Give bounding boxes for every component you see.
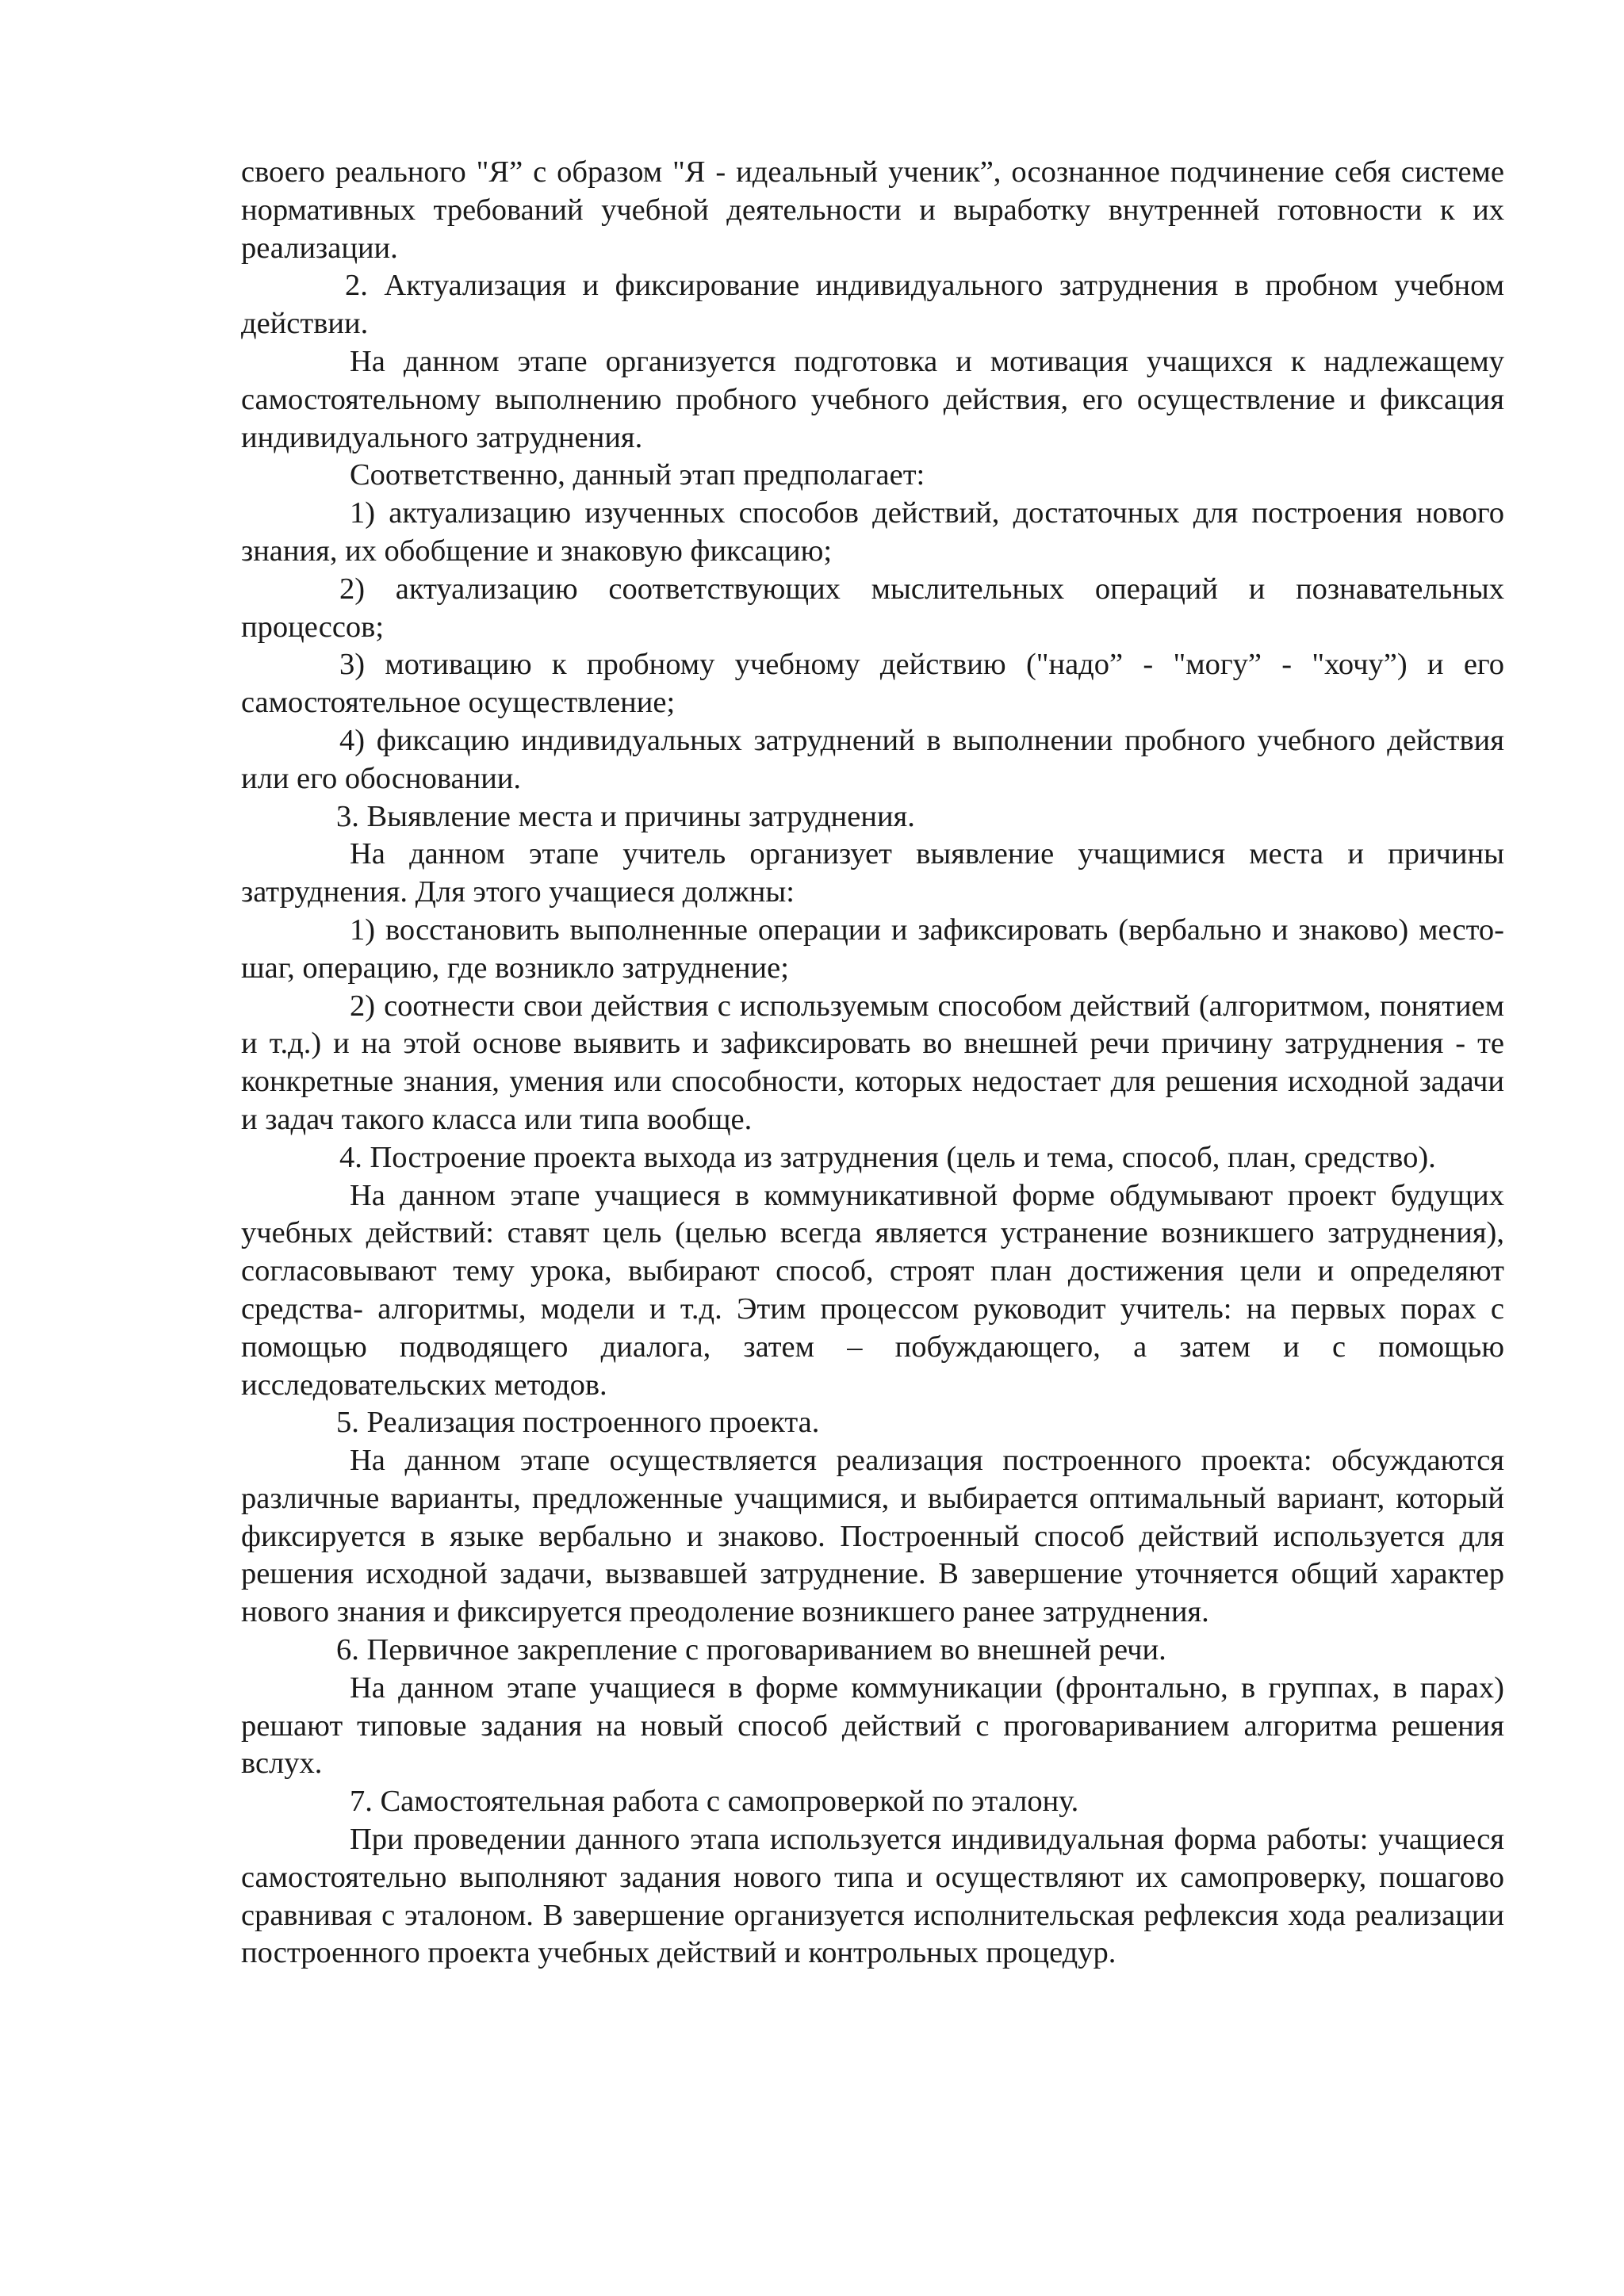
- paragraph: На данном этапе учитель организует выявление учащимися места и причины затруднения. Для этого учащиеся должны:: [241, 837, 1504, 909]
- list-item: 2) соотнести свои действия с используемым способом действий (алгоритмом, понятием и т.д.) и на этой основе выявить и зафиксировать во внешней речи причину затруднения - те конкретные знания, умения или способности, которых недостает для решения исходной задачи и задач такого класса или типа вообще.: [241, 989, 1504, 1136]
- heading-stage-5: 5. Реализация построенного проекта.: [336, 1406, 820, 1440]
- list-item: 1) восстановить выполненные операции и зафиксировать (вербально и знаково) место- шаг, операцию, где возникло затруднение;: [241, 913, 1504, 985]
- heading-stage-6: 6. Первичное закрепление с проговариванием во внешней речи.: [336, 1633, 1166, 1667]
- document-page: [241, 154, 1504, 1973]
- heading-stage-3: 3. Выявление места и причины затруднения.: [336, 799, 915, 833]
- list-item: 4) фиксацию индивидуальных затруднений в выполнении пробного учебного действия или его обосновании.: [241, 723, 1504, 795]
- heading-stage-2: 2. Актуализация и фиксирование индивидуального затруднения в пробном учебном действии.: [241, 269, 1504, 341]
- paragraph: На данном этапе организуется подготовка и мотивация учащихся к надлежащему самостоятельному выполнению пробного учебного действия, его осуществление и фиксация индивидуального затруднения.: [241, 344, 1504, 454]
- list-item: 2) актуализацию соответствующих мыслительных операций и познавательных процессов;: [241, 572, 1504, 644]
- paragraph: На данном этапе учащиеся в коммуникативной форме обдумывают проект будущих учебных действий: ставят цель (целью всегда является устранение возникшего затруднения), согласовывают тему урока, выбирают способ, строят план достижения цели и определяют средства- алгоритмы, модели и т.д. Этим процессом руководит учитель: на первых порах с помощью подводящего диалога, затем – побуждающего, а затем и с помощью исследовательских методов.: [241, 1178, 1504, 1402]
- heading-stage-7: 7. Самостоятельная работа с самопроверкой по эталону.: [350, 1785, 1079, 1819]
- paragraph: На данном этапе учащиеся в форме коммуникации (фронтально, в группах, в парах) решают типовые задания на новый способ действий с проговариванием алгоритма решения вслух.: [241, 1670, 1504, 1781]
- paragraph: На данном этапе осуществляется реализация построенного проекта: обсуждаются различные варианты, предложенные учащимися, и выбирается оптимальный вариант, который фиксируется в языке вербально и знаково. Построенный способ действий используется для решения исходной задачи, вызвавшей затруднение. В завершение уточняется общий характер нового знания и фиксируется преодоление возникшего ранее затруднения.: [241, 1444, 1504, 1629]
- list-item: 3) мотивацию к пробному учебному действию ("надо” - "могу” - "хочу”) и его самостоятельное осуществление;: [241, 648, 1504, 720]
- paragraph: Соответственно, данный этап предполагает:: [350, 458, 925, 492]
- heading-stage-4: 4. Построение проекта выхода из затруднения (цель и тема, способ, план, средство).: [339, 1140, 1436, 1174]
- paragraph-continuation: своего реального "Я” с образом "Я - идеальный ученик”, осознанное подчинение себя системе нормативных требований учебной деятельности и выработку внутренней готовности к их реализации.: [241, 155, 1504, 265]
- paragraph: При проведении данного этапа используется индивидуальная форма работы: учащиеся самостоятельно выполняют задания нового типа и осуществляют их самопроверку, пошагово сравнивая с эталоном. В завершение организуется исполнительская рефлексия хода реализации построенного проекта учебных действий и контрольных процедур.: [241, 1823, 1504, 1970]
- list-item: 1) актуализацию изученных способов действий, достаточных для построения нового знания, их обобщение и знаковую фиксацию;: [241, 496, 1504, 568]
